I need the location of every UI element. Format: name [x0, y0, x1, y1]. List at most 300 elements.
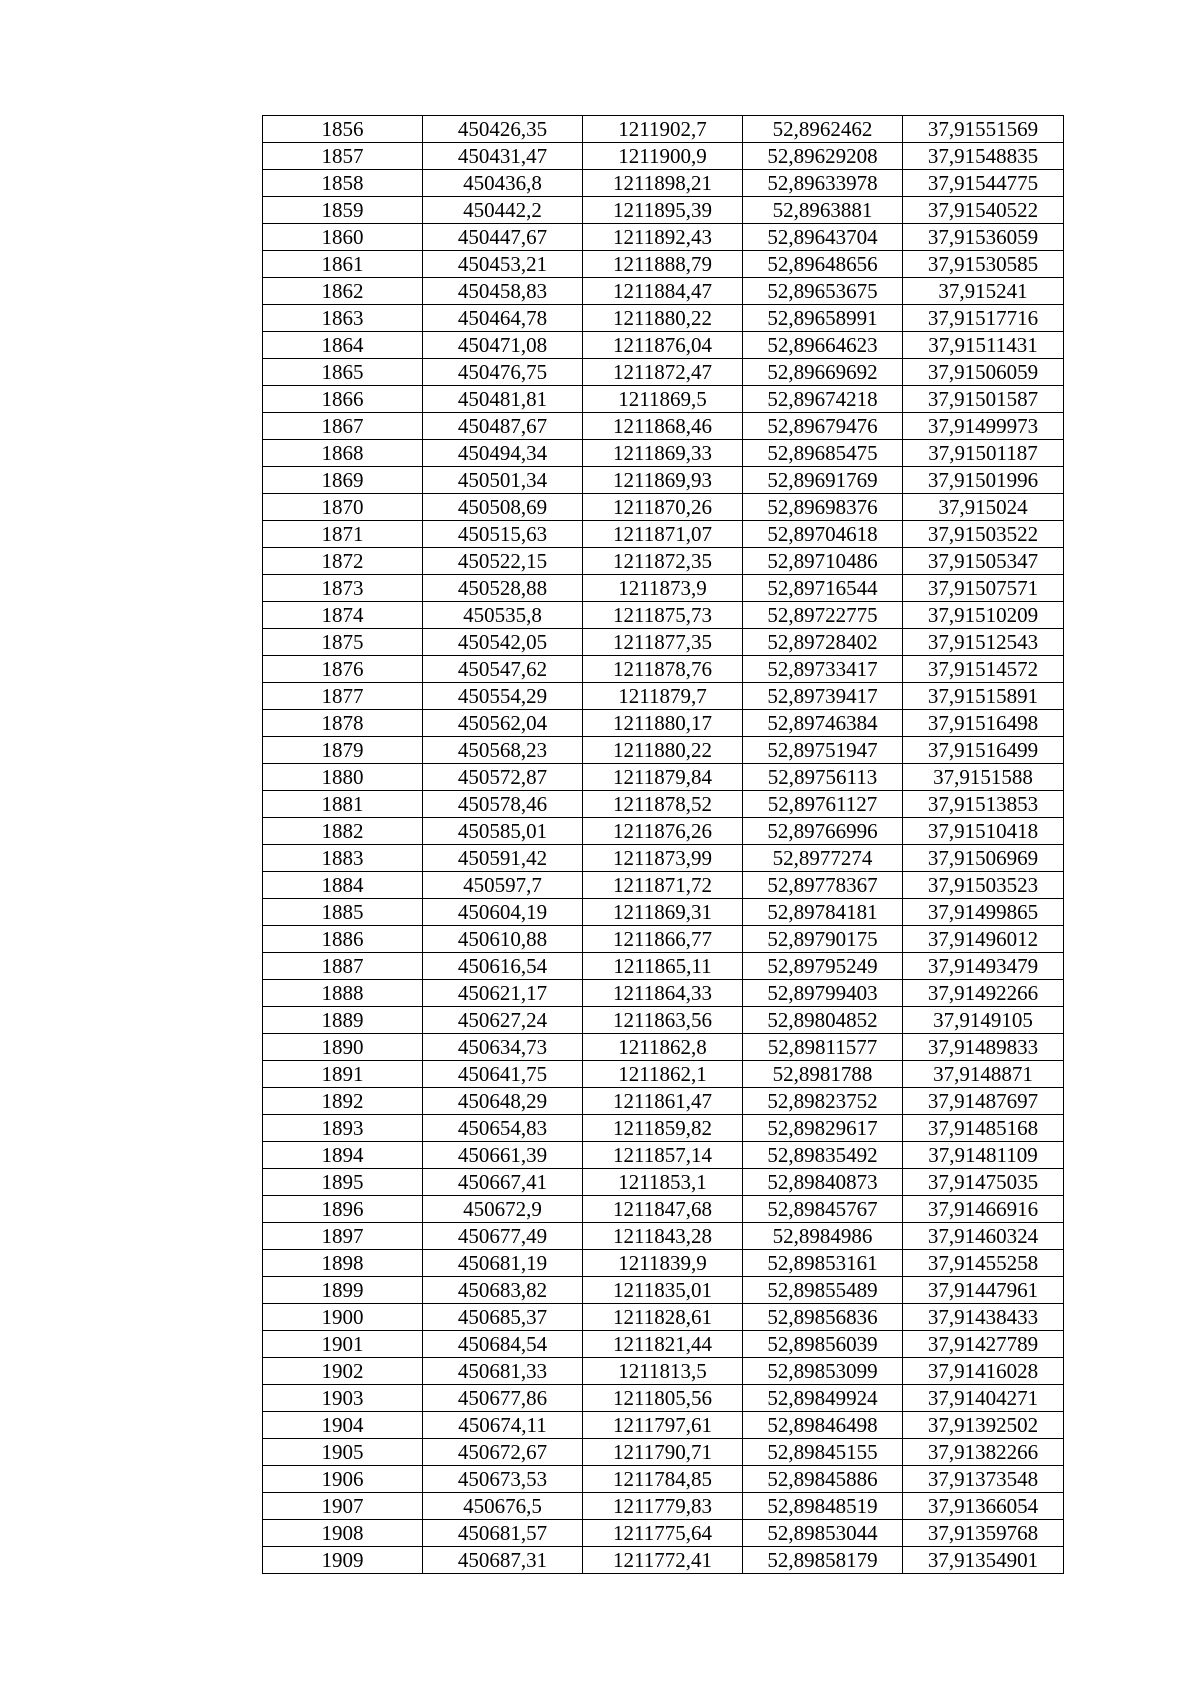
- table-row: [263, 116, 1064, 143]
- y-coordinate-cell: 1211847,68: [583, 1196, 743, 1223]
- point-number-cell: 1882: [263, 818, 423, 845]
- longitude-cell: 37,91513853: [903, 791, 1064, 818]
- longitude-cell: 37,91551569: [903, 116, 1064, 143]
- x-coordinate-cell: 450542,05: [423, 629, 583, 656]
- longitude-cell: 37,91447961: [903, 1277, 1064, 1304]
- point-number-cell: 1874: [263, 602, 423, 629]
- table-row: [263, 818, 1064, 845]
- table-row: [263, 602, 1064, 629]
- x-coordinate-cell: 450673,53: [423, 1466, 583, 1493]
- y-coordinate-cell: 1211772,41: [583, 1547, 743, 1574]
- table-row: [263, 899, 1064, 926]
- table-row: [263, 710, 1064, 737]
- y-coordinate-cell: 1211784,85: [583, 1466, 743, 1493]
- latitude-cell: 52,89856836: [743, 1304, 903, 1331]
- longitude-cell: 37,91501587: [903, 386, 1064, 413]
- y-coordinate-cell: 1211871,07: [583, 521, 743, 548]
- latitude-cell: 52,89856039: [743, 1331, 903, 1358]
- x-coordinate-cell: 450453,21: [423, 251, 583, 278]
- table-row: [263, 224, 1064, 251]
- table-row: [263, 629, 1064, 656]
- x-coordinate-cell: 450458,83: [423, 278, 583, 305]
- latitude-cell: 52,89710486: [743, 548, 903, 575]
- y-coordinate-cell: 1211828,61: [583, 1304, 743, 1331]
- latitude-cell: 52,89629208: [743, 143, 903, 170]
- y-coordinate-cell: 1211879,7: [583, 683, 743, 710]
- latitude-cell: 52,89853044: [743, 1520, 903, 1547]
- latitude-cell: 52,89653675: [743, 278, 903, 305]
- longitude-cell: 37,91540522: [903, 197, 1064, 224]
- x-coordinate-cell: 450672,9: [423, 1196, 583, 1223]
- longitude-cell: 37,91354901: [903, 1547, 1064, 1574]
- point-number-cell: 1887: [263, 953, 423, 980]
- table-row: [263, 305, 1064, 332]
- longitude-cell: 37,91492266: [903, 980, 1064, 1007]
- point-number-cell: 1872: [263, 548, 423, 575]
- point-number-cell: 1860: [263, 224, 423, 251]
- point-number-cell: 1859: [263, 197, 423, 224]
- y-coordinate-cell: 1211869,31: [583, 899, 743, 926]
- point-number-cell: 1908: [263, 1520, 423, 1547]
- x-coordinate-cell: 450641,75: [423, 1061, 583, 1088]
- table-row: [263, 1196, 1064, 1223]
- x-coordinate-cell: 450494,34: [423, 440, 583, 467]
- point-number-cell: 1883: [263, 845, 423, 872]
- point-number-cell: 1863: [263, 305, 423, 332]
- latitude-cell: 52,89845767: [743, 1196, 903, 1223]
- point-number-cell: 1868: [263, 440, 423, 467]
- longitude-cell: 37,91505347: [903, 548, 1064, 575]
- longitude-cell: 37,91489833: [903, 1034, 1064, 1061]
- latitude-cell: 52,89858179: [743, 1547, 903, 1574]
- longitude-cell: 37,915024: [903, 494, 1064, 521]
- point-number-cell: 1907: [263, 1493, 423, 1520]
- x-coordinate-cell: 450471,08: [423, 332, 583, 359]
- table-row: [263, 1142, 1064, 1169]
- longitude-cell: 37,91530585: [903, 251, 1064, 278]
- x-coordinate-cell: 450578,46: [423, 791, 583, 818]
- point-number-cell: 1880: [263, 764, 423, 791]
- table-row: [263, 764, 1064, 791]
- y-coordinate-cell: 1211872,47: [583, 359, 743, 386]
- longitude-cell: 37,91511431: [903, 332, 1064, 359]
- y-coordinate-cell: 1211862,1: [583, 1061, 743, 1088]
- latitude-cell: 52,89704618: [743, 521, 903, 548]
- latitude-cell: 52,89761127: [743, 791, 903, 818]
- latitude-cell: 52,89691769: [743, 467, 903, 494]
- longitude-cell: 37,91507571: [903, 575, 1064, 602]
- latitude-cell: 52,8984986: [743, 1223, 903, 1250]
- longitude-cell: 37,91427789: [903, 1331, 1064, 1358]
- point-number-cell: 1857: [263, 143, 423, 170]
- point-number-cell: 1900: [263, 1304, 423, 1331]
- longitude-cell: 37,915241: [903, 278, 1064, 305]
- latitude-cell: 52,89746384: [743, 710, 903, 737]
- latitude-cell: 52,89643704: [743, 224, 903, 251]
- table-row: [263, 1169, 1064, 1196]
- table-row: [263, 440, 1064, 467]
- x-coordinate-cell: 450447,67: [423, 224, 583, 251]
- x-coordinate-cell: 450515,63: [423, 521, 583, 548]
- y-coordinate-cell: 1211895,39: [583, 197, 743, 224]
- point-number-cell: 1891: [263, 1061, 423, 1088]
- table-row: [263, 656, 1064, 683]
- latitude-cell: 52,89829617: [743, 1115, 903, 1142]
- table-row: [263, 197, 1064, 224]
- longitude-cell: 37,91460324: [903, 1223, 1064, 1250]
- x-coordinate-cell: 450522,15: [423, 548, 583, 575]
- longitude-cell: 37,91510209: [903, 602, 1064, 629]
- longitude-cell: 37,91466916: [903, 1196, 1064, 1223]
- point-number-cell: 1889: [263, 1007, 423, 1034]
- point-number-cell: 1875: [263, 629, 423, 656]
- y-coordinate-cell: 1211892,43: [583, 224, 743, 251]
- longitude-cell: 37,9151588: [903, 764, 1064, 791]
- x-coordinate-cell: 450681,19: [423, 1250, 583, 1277]
- x-coordinate-cell: 450528,88: [423, 575, 583, 602]
- x-coordinate-cell: 450487,67: [423, 413, 583, 440]
- latitude-cell: 52,89846498: [743, 1412, 903, 1439]
- y-coordinate-cell: 1211790,71: [583, 1439, 743, 1466]
- point-number-cell: 1861: [263, 251, 423, 278]
- y-coordinate-cell: 1211779,83: [583, 1493, 743, 1520]
- latitude-cell: 52,89674218: [743, 386, 903, 413]
- latitude-cell: 52,89845886: [743, 1466, 903, 1493]
- latitude-cell: 52,89756113: [743, 764, 903, 791]
- table-row: [263, 1250, 1064, 1277]
- table-row: [263, 980, 1064, 1007]
- y-coordinate-cell: 1211861,47: [583, 1088, 743, 1115]
- y-coordinate-cell: 1211878,52: [583, 791, 743, 818]
- table-row: [263, 251, 1064, 278]
- longitude-cell: 37,91499865: [903, 899, 1064, 926]
- table-row: [263, 494, 1064, 521]
- y-coordinate-cell: 1211870,26: [583, 494, 743, 521]
- latitude-cell: 52,89722775: [743, 602, 903, 629]
- point-number-cell: 1858: [263, 170, 423, 197]
- table-row: [263, 1223, 1064, 1250]
- y-coordinate-cell: 1211869,93: [583, 467, 743, 494]
- table-row: [263, 872, 1064, 899]
- y-coordinate-cell: 1211873,9: [583, 575, 743, 602]
- x-coordinate-cell: 450442,2: [423, 197, 583, 224]
- latitude-cell: 52,89751947: [743, 737, 903, 764]
- table-row: [263, 1007, 1064, 1034]
- y-coordinate-cell: 1211775,64: [583, 1520, 743, 1547]
- y-coordinate-cell: 1211880,17: [583, 710, 743, 737]
- longitude-cell: 37,91536059: [903, 224, 1064, 251]
- latitude-cell: 52,89853099: [743, 1358, 903, 1385]
- point-number-cell: 1909: [263, 1547, 423, 1574]
- latitude-cell: 52,8963881: [743, 197, 903, 224]
- point-number-cell: 1893: [263, 1115, 423, 1142]
- longitude-cell: 37,91514572: [903, 656, 1064, 683]
- table-row: [263, 1115, 1064, 1142]
- longitude-cell: 37,91359768: [903, 1520, 1064, 1547]
- point-number-cell: 1895: [263, 1169, 423, 1196]
- point-number-cell: 1892: [263, 1088, 423, 1115]
- table-row: [263, 548, 1064, 575]
- x-coordinate-cell: 450431,47: [423, 143, 583, 170]
- longitude-cell: 37,91404271: [903, 1385, 1064, 1412]
- table-row: [263, 791, 1064, 818]
- point-number-cell: 1878: [263, 710, 423, 737]
- longitude-cell: 37,91512543: [903, 629, 1064, 656]
- x-coordinate-cell: 450648,29: [423, 1088, 583, 1115]
- point-number-cell: 1871: [263, 521, 423, 548]
- latitude-cell: 52,89716544: [743, 575, 903, 602]
- x-coordinate-cell: 450683,82: [423, 1277, 583, 1304]
- point-number-cell: 1886: [263, 926, 423, 953]
- x-coordinate-cell: 450554,29: [423, 683, 583, 710]
- x-coordinate-cell: 450621,17: [423, 980, 583, 1007]
- longitude-cell: 37,91516499: [903, 737, 1064, 764]
- x-coordinate-cell: 450634,73: [423, 1034, 583, 1061]
- x-coordinate-cell: 450654,83: [423, 1115, 583, 1142]
- latitude-cell: 52,89733417: [743, 656, 903, 683]
- coordinates-table-body: [263, 116, 1064, 1574]
- x-coordinate-cell: 450501,34: [423, 467, 583, 494]
- latitude-cell: 52,89840873: [743, 1169, 903, 1196]
- table-row: [263, 1493, 1064, 1520]
- y-coordinate-cell: 1211797,61: [583, 1412, 743, 1439]
- x-coordinate-cell: 450604,19: [423, 899, 583, 926]
- y-coordinate-cell: 1211878,76: [583, 656, 743, 683]
- longitude-cell: 37,91516498: [903, 710, 1064, 737]
- latitude-cell: 52,89766996: [743, 818, 903, 845]
- latitude-cell: 52,89648656: [743, 251, 903, 278]
- y-coordinate-cell: 1211865,11: [583, 953, 743, 980]
- latitude-cell: 52,89790175: [743, 926, 903, 953]
- x-coordinate-cell: 450572,87: [423, 764, 583, 791]
- y-coordinate-cell: 1211898,21: [583, 170, 743, 197]
- table-row: [263, 278, 1064, 305]
- x-coordinate-cell: 450677,86: [423, 1385, 583, 1412]
- table-row: [263, 953, 1064, 980]
- y-coordinate-cell: 1211843,28: [583, 1223, 743, 1250]
- point-number-cell: 1876: [263, 656, 423, 683]
- x-coordinate-cell: 450627,24: [423, 1007, 583, 1034]
- y-coordinate-cell: 1211864,33: [583, 980, 743, 1007]
- longitude-cell: 37,91487697: [903, 1088, 1064, 1115]
- longitude-cell: 37,91493479: [903, 953, 1064, 980]
- longitude-cell: 37,91416028: [903, 1358, 1064, 1385]
- point-number-cell: 1901: [263, 1331, 423, 1358]
- latitude-cell: 52,89778367: [743, 872, 903, 899]
- y-coordinate-cell: 1211869,33: [583, 440, 743, 467]
- y-coordinate-cell: 1211821,44: [583, 1331, 743, 1358]
- y-coordinate-cell: 1211873,99: [583, 845, 743, 872]
- x-coordinate-cell: 450585,01: [423, 818, 583, 845]
- point-number-cell: 1884: [263, 872, 423, 899]
- latitude-cell: 52,89811577: [743, 1034, 903, 1061]
- x-coordinate-cell: 450476,75: [423, 359, 583, 386]
- table-row: [263, 1088, 1064, 1115]
- point-number-cell: 1866: [263, 386, 423, 413]
- point-number-cell: 1904: [263, 1412, 423, 1439]
- x-coordinate-cell: 450684,54: [423, 1331, 583, 1358]
- y-coordinate-cell: 1211900,9: [583, 143, 743, 170]
- latitude-cell: 52,89658991: [743, 305, 903, 332]
- x-coordinate-cell: 450535,8: [423, 602, 583, 629]
- latitude-cell: 52,89845155: [743, 1439, 903, 1466]
- table-row: [263, 386, 1064, 413]
- y-coordinate-cell: 1211902,7: [583, 116, 743, 143]
- table-row: [263, 1547, 1064, 1574]
- x-coordinate-cell: 450616,54: [423, 953, 583, 980]
- latitude-cell: 52,89795249: [743, 953, 903, 980]
- x-coordinate-cell: 450436,8: [423, 170, 583, 197]
- y-coordinate-cell: 1211813,5: [583, 1358, 743, 1385]
- table-row: [263, 926, 1064, 953]
- latitude-cell: 52,89698376: [743, 494, 903, 521]
- y-coordinate-cell: 1211879,84: [583, 764, 743, 791]
- table-row: [263, 1520, 1064, 1547]
- longitude-cell: 37,91475035: [903, 1169, 1064, 1196]
- point-number-cell: 1856: [263, 116, 423, 143]
- longitude-cell: 37,91373548: [903, 1466, 1064, 1493]
- latitude-cell: 52,89633978: [743, 170, 903, 197]
- point-number-cell: 1879: [263, 737, 423, 764]
- y-coordinate-cell: 1211871,72: [583, 872, 743, 899]
- latitude-cell: 52,89679476: [743, 413, 903, 440]
- y-coordinate-cell: 1211835,01: [583, 1277, 743, 1304]
- table-row: [263, 1304, 1064, 1331]
- latitude-cell: 52,89823752: [743, 1088, 903, 1115]
- y-coordinate-cell: 1211868,46: [583, 413, 743, 440]
- longitude-cell: 37,91506059: [903, 359, 1064, 386]
- longitude-cell: 37,91503523: [903, 872, 1064, 899]
- point-number-cell: 1881: [263, 791, 423, 818]
- x-coordinate-cell: 450667,41: [423, 1169, 583, 1196]
- table-row: [263, 170, 1064, 197]
- longitude-cell: 37,91517716: [903, 305, 1064, 332]
- latitude-cell: 52,89848519: [743, 1493, 903, 1520]
- point-number-cell: 1862: [263, 278, 423, 305]
- table-row: [263, 1277, 1064, 1304]
- point-number-cell: 1870: [263, 494, 423, 521]
- longitude-cell: 37,91438433: [903, 1304, 1064, 1331]
- longitude-cell: 37,91515891: [903, 683, 1064, 710]
- latitude-cell: 52,89855489: [743, 1277, 903, 1304]
- point-number-cell: 1898: [263, 1250, 423, 1277]
- latitude-cell: 52,89669692: [743, 359, 903, 386]
- point-number-cell: 1869: [263, 467, 423, 494]
- latitude-cell: 52,8981788: [743, 1061, 903, 1088]
- latitude-cell: 52,89799403: [743, 980, 903, 1007]
- point-number-cell: 1890: [263, 1034, 423, 1061]
- y-coordinate-cell: 1211880,22: [583, 737, 743, 764]
- latitude-cell: 52,89728402: [743, 629, 903, 656]
- latitude-cell: 52,89664623: [743, 332, 903, 359]
- point-number-cell: 1894: [263, 1142, 423, 1169]
- longitude-cell: 37,91544775: [903, 170, 1064, 197]
- y-coordinate-cell: 1211877,35: [583, 629, 743, 656]
- point-number-cell: 1877: [263, 683, 423, 710]
- y-coordinate-cell: 1211859,82: [583, 1115, 743, 1142]
- table-row: [263, 413, 1064, 440]
- y-coordinate-cell: 1211884,47: [583, 278, 743, 305]
- x-coordinate-cell: 450426,35: [423, 116, 583, 143]
- x-coordinate-cell: 450591,42: [423, 845, 583, 872]
- point-number-cell: 1902: [263, 1358, 423, 1385]
- table-row: [263, 845, 1064, 872]
- x-coordinate-cell: 450597,7: [423, 872, 583, 899]
- x-coordinate-cell: 450508,69: [423, 494, 583, 521]
- table-row: [263, 1439, 1064, 1466]
- y-coordinate-cell: 1211875,73: [583, 602, 743, 629]
- x-coordinate-cell: 450672,67: [423, 1439, 583, 1466]
- longitude-cell: 37,9149105: [903, 1007, 1064, 1034]
- point-number-cell: 1864: [263, 332, 423, 359]
- table-row: [263, 737, 1064, 764]
- longitude-cell: 37,91481109: [903, 1142, 1064, 1169]
- table-row: [263, 1385, 1064, 1412]
- y-coordinate-cell: 1211866,77: [583, 926, 743, 953]
- x-coordinate-cell: 450547,62: [423, 656, 583, 683]
- longitude-cell: 37,91503522: [903, 521, 1064, 548]
- longitude-cell: 37,91506969: [903, 845, 1064, 872]
- table-row: [263, 467, 1064, 494]
- longitude-cell: 37,91485168: [903, 1115, 1064, 1142]
- point-number-cell: 1873: [263, 575, 423, 602]
- x-coordinate-cell: 450681,57: [423, 1520, 583, 1547]
- x-coordinate-cell: 450681,33: [423, 1358, 583, 1385]
- y-coordinate-cell: 1211869,5: [583, 386, 743, 413]
- point-number-cell: 1899: [263, 1277, 423, 1304]
- table-row: [263, 332, 1064, 359]
- longitude-cell: 37,91548835: [903, 143, 1064, 170]
- x-coordinate-cell: 450481,81: [423, 386, 583, 413]
- y-coordinate-cell: 1211805,56: [583, 1385, 743, 1412]
- table-row: [263, 1331, 1064, 1358]
- x-coordinate-cell: 450464,78: [423, 305, 583, 332]
- table-row: [263, 143, 1064, 170]
- y-coordinate-cell: 1211853,1: [583, 1169, 743, 1196]
- y-coordinate-cell: 1211876,26: [583, 818, 743, 845]
- x-coordinate-cell: 450674,11: [423, 1412, 583, 1439]
- x-coordinate-cell: 450610,88: [423, 926, 583, 953]
- point-number-cell: 1897: [263, 1223, 423, 1250]
- x-coordinate-cell: 450568,23: [423, 737, 583, 764]
- longitude-cell: 37,91496012: [903, 926, 1064, 953]
- latitude-cell: 52,89853161: [743, 1250, 903, 1277]
- longitude-cell: 37,91501187: [903, 440, 1064, 467]
- table-row: [263, 1466, 1064, 1493]
- point-number-cell: 1903: [263, 1385, 423, 1412]
- longitude-cell: 37,91499973: [903, 413, 1064, 440]
- x-coordinate-cell: 450687,31: [423, 1547, 583, 1574]
- y-coordinate-cell: 1211839,9: [583, 1250, 743, 1277]
- x-coordinate-cell: 450661,39: [423, 1142, 583, 1169]
- table-row: [263, 575, 1064, 602]
- coordinates-table: [262, 115, 1064, 1574]
- latitude-cell: 52,89804852: [743, 1007, 903, 1034]
- latitude-cell: 52,89685475: [743, 440, 903, 467]
- x-coordinate-cell: 450676,5: [423, 1493, 583, 1520]
- table-row: [263, 1412, 1064, 1439]
- y-coordinate-cell: 1211888,79: [583, 251, 743, 278]
- longitude-cell: 37,91366054: [903, 1493, 1064, 1520]
- y-coordinate-cell: 1211876,04: [583, 332, 743, 359]
- longitude-cell: 37,91501996: [903, 467, 1064, 494]
- y-coordinate-cell: 1211863,56: [583, 1007, 743, 1034]
- table-row: [263, 1061, 1064, 1088]
- table-row: [263, 1358, 1064, 1385]
- point-number-cell: 1865: [263, 359, 423, 386]
- table-row: [263, 683, 1064, 710]
- y-coordinate-cell: 1211880,22: [583, 305, 743, 332]
